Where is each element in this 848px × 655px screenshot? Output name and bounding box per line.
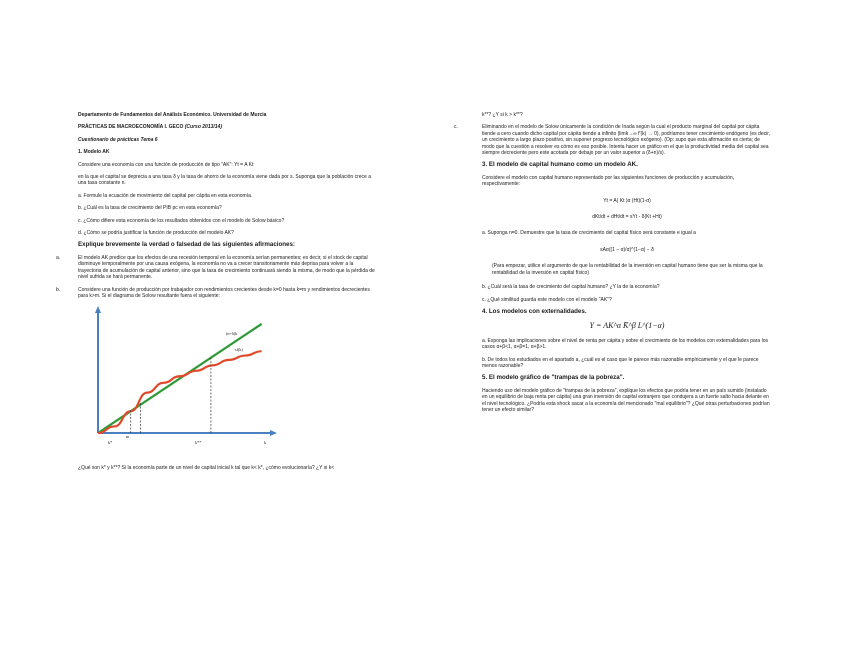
solow-diagram — [78, 305, 288, 455]
question-1c: c. ¿Cómo difiere esta economía de los resultados obtenidos con el modelo de Solow básico? — [78, 217, 285, 224]
section-1-intro-2: en la que el capital se deprecia a una tasa δ y la tasa de ahorro de la economía viene dada por s. Suponga que la población crece a una tasa constante n. — [78, 174, 371, 187]
statement-b-label: b. — [56, 286, 61, 293]
statement-c-label: c. — [454, 124, 458, 131]
equation-accumulation: dKt/dt + dHt/dt = sYt - δ(Kt +Ht) — [592, 214, 662, 221]
tick-k-2star: k** — [195, 440, 202, 446]
section-3-intro: Considere el modelo con capital humano representado por las siguientes funciones de producción y acumulación, respectivamente: — [482, 174, 735, 188]
left-column — [56, 112, 378, 478]
curve-label: sf(k) — [235, 347, 243, 353]
question-1a: a. Formule la ecuación de movimiento del capital per cápita en esta economía. — [78, 192, 253, 199]
equation-growth-rate: sAα((1 − α)/α)^(1−α) − δ — [600, 246, 654, 253]
x-axis-label: k — [264, 440, 267, 446]
question-3c: c. ¿Qué similitud guarda este modelo con el modelo "AK"? — [482, 296, 612, 303]
statement-a-label: a. — [56, 254, 61, 261]
tick-m: m — [126, 434, 130, 440]
question-1b: b. ¿Cuál es la tasa de crecimiento del PIB pc en esta economía? — [78, 205, 222, 212]
section-2-title: Explique brevemente la verdad o falsedad de las siguientes afirmaciones: — [78, 241, 295, 249]
statement-b — [56, 286, 378, 300]
question-3b: b. ¿Cuál será la tasa de crecimiento del capital humano? ¿Y la de la economía? — [482, 284, 660, 291]
tick-k-star: k* — [108, 440, 113, 446]
statement-c-text: Eliminando en el modelo de Solow únicamente la condición de Inada según la cual el producto marginal del capital por cápita tiende a cero cuando dicho capital por cápita tiende a infinito (limk→∞ f'(k) → 0), podríamos tener crecimiento endógeno (es decir, un crecimiento a largo plazo positivo, sin suponer progreso tecnológico exógeno). (Op: supo que esta afirmación es cierta; de modo que la cuestión a resolver es cómo es eso posible. Intenta hacer un gráfico en el que la productividad media del capital sea siempre decreciente pero este acotada por debajo por un valor superior a (δ+n)/s). — [482, 124, 771, 157]
line-label: (n+δ)k — [226, 331, 238, 337]
y-axis-arrow — [95, 306, 101, 313]
question-1d: d. ¿Cómo se podría justificar la función de producción del modelo AK? — [78, 230, 234, 237]
savings-curve — [98, 351, 262, 433]
question-3a-note: (Para empezar, utilice el argumento de que la rentabilidad de la inversión en capital humano tiene que ser la misma que la rentabilidad de la inversión en capital físico) — [492, 263, 763, 276]
solow-chart-svg — [78, 305, 288, 455]
equation-externalities: Y = AK^α K̄^β L^(1−α) — [589, 321, 665, 331]
section-5-text: Haciendo uso del modelo gráfico de "trampas de la pobreza", explique los efectos que podría tener en un país sumido (instalado en un equilibrio de baja renta per cápita) una gran inversión de capital extranjero que condujera a un fuerte salto hacia delante en el nivel tecnológico. ¿Podría esta shock sacar a la economía del mencionado "mal equilibrio"? ¿Qué otras perturbaciones podrían tener un efecto similar? — [482, 387, 770, 413]
right-column — [454, 112, 772, 419]
right-top-continuation: k**? ¿Y si k > k**? — [482, 112, 523, 118]
department-header: Departamento de Fundamentos del Análisis Económico. Universidad de Murcia — [78, 112, 267, 118]
statement-a — [56, 254, 378, 281]
statement-a-text: El modelo AK predice que los efectos de una recesión temporal en la economía serían permanentes; es decir, si el stock de capital disminuye temporalmente por una causa exógena, la economía no va a crecer transitoriamente más deprisa para volver a la trayectoria de acumulación de capital anterior, sino que la tasa de crecimiento continuará siendo la misma, de modo que la pérdida de nivel sufrida se hará permanente. — [78, 254, 375, 281]
section-4-title: 4. Los modelos con externalidades. — [482, 307, 587, 315]
course-header — [78, 124, 378, 130]
course-year: (Curso 2013/14) — [184, 124, 223, 131]
section-1-title: 1. Modelo AK — [78, 149, 110, 156]
statement-c — [454, 124, 772, 157]
course-title: PRÁCTICAS DE MACROECONOMÍA I. GECO — [78, 124, 184, 131]
question-4b: b. De todos los estudiados en el apartado a, ¿cuál es el caso que le parece más razonable empíricamente y el que le parece menos razonable? — [482, 356, 759, 369]
question-3a: a. Suponga n=0. Demuestre que la tasa de crecimiento del capital físico será constante e igual a — [482, 230, 696, 237]
questionnaire-title: Cuestionario de prácticas Tema 6 — [78, 136, 158, 143]
question-4a: a. Exponga las implicaciones sobre el nivel de renta per cápita y sobre el crecimiento de los modelos con externalidades para los casos α+β<1, α+β=1, α+β>1. — [482, 337, 768, 351]
x-axis-arrow — [270, 430, 277, 436]
equation-production: Yt = A( Kt )α (Ht)(1-α) — [603, 197, 651, 204]
section-3-title: 3. El modelo de capital humano como un modelo AK. — [482, 161, 638, 169]
section-1-intro: Considere una economía con una función de producción de tipo "AK": Yt = A Kt — [78, 161, 254, 168]
section-5-title: 5. El modelo gráfico de "trampas de la pobreza". — [482, 374, 625, 382]
after-graph-question: ¿Qué son k* y k**? Si la economía parte de un nivel de capital inicial k tal que k< k*, ¿cómo evolucionaría? ¿Y si k< — [78, 465, 335, 472]
statement-b-text: Considere una función de producción por trabajador con rendimientos crecientes desde k=0 hasta k=m y rendimientos decrecientes para k>m. Si el diagrama de Solow resultante fuera el siguiente: — [78, 286, 370, 299]
